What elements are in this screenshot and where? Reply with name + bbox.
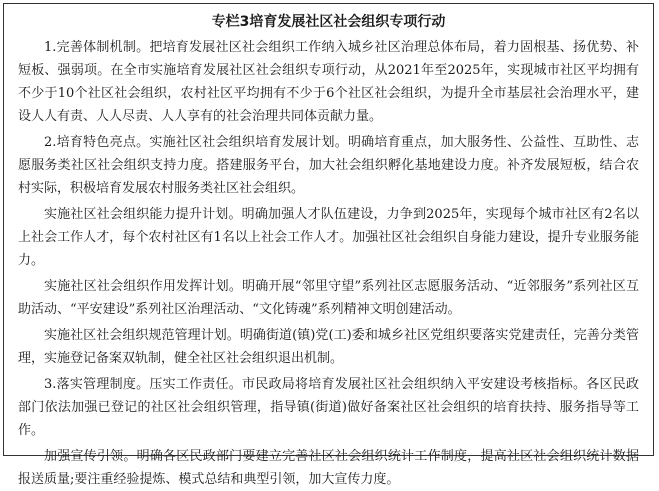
paragraph-cultivate-features: 2.培育特色亮点。实施社区社会组织培育发展计划。明确培育重点，加大服务性、公益性、互助性、志愿服务类社区社会组织支持力度。搭建服务平台，加大社会组织孵化基地建设力度。补齐发展短板，结合农村实际，积极培育发展农村服务类社区社会组织。 [18, 135, 639, 196]
column-title: 专栏3培育发展社区社会组织专项行动 [211, 14, 446, 30]
paragraph-role-plan: 实施社区社会组织作用发挥计划。明确开展“邻里守望”系列社区志愿服务活动、“近邻服务”系列社区互助活动、“平安建设”系列社区治理活动、“文化铸魂”系列精神文明创建活动。 [18, 279, 639, 317]
column-box [3, 3, 654, 487]
paragraph-management-system: 3.落实管理制度。压实工作责任。市民政局将培育发展社区社会组织纳入平安建设考核指标。各区民政部门依法加强已登记的社区社会组织管理，指导镇(街道)做好备案社区社会组织的培育扶持、服务指导等工作。 [18, 377, 639, 438]
paragraph-regulation-plan: 实施社区社会组织规范管理计划。明确街道(镇)党(工)委和城乡社区党组织要落实党建责任，完善分类管理，实施登记备案双轨制，健全社区社会组织退出机制。 [18, 328, 639, 366]
paragraph-publicity: 加强宣传引领。明确各区民政部门要建立完善社区社会组织统计工作制度，提高社区社会组织统计数据报送质量;要注重经验提炼、模式总结和典型引领，加大宣传力度。 [18, 449, 639, 487]
paragraph-capacity-plan: 实施社区社会组织能力提升计划。明确加强人才队伍建设，力争到2025年，实现每个城市社区有2名以上社会工作人才，每个农村社区有1名以上社会工作人才。加强社区社会组织自身能力建设，提升专业服务能力。 [18, 207, 639, 268]
paragraph-improve-mechanism: 1.完善体制机制。把培育发展社区社会组织工作纳入城乡社区治理总体布局，着力固根基、扬优势、补短板、强弱项。在全市实施培育发展社区社会组织专项行动，从2021年至2025年，实现城市社区平均拥有不少于10个社区社会组织，农村社区平均拥有不少于6个社区社会组织，为提升全市基层社会治理水平，建设人人有责、人人尽责、人人享有的社会治理共同体贡献力量。 [18, 40, 639, 124]
